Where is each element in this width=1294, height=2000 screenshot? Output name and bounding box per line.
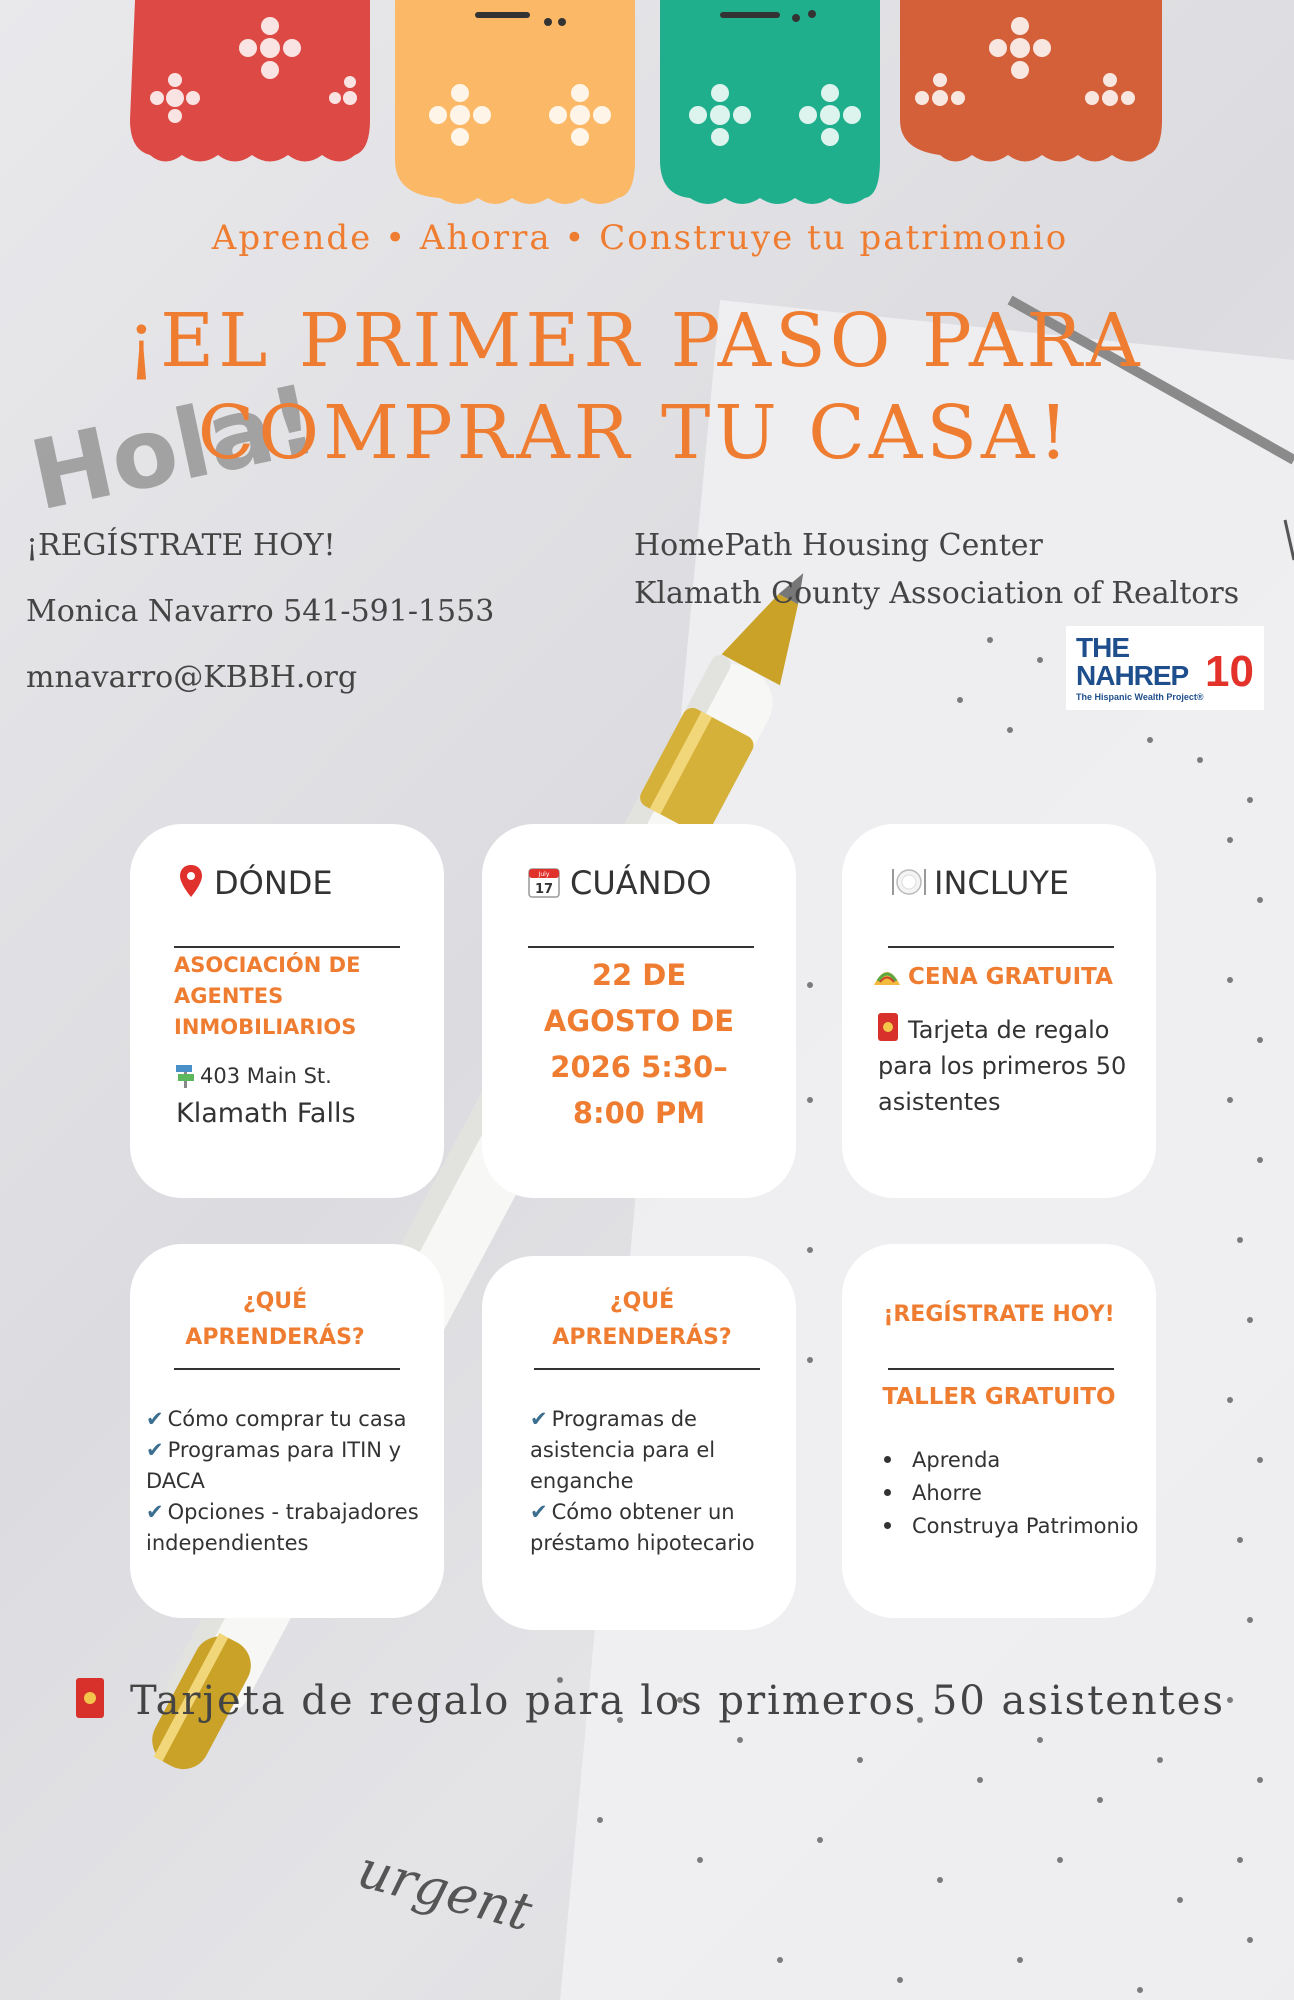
hola-decor-text: Hola! <box>21 363 327 533</box>
card-learn-2-title-line2: APRENDERÁS? <box>552 1325 732 1350</box>
card-register-subtitle: TALLER GRATUITO <box>882 1384 1116 1410</box>
check-icon: ✔ <box>530 1407 548 1431</box>
card-when-line1: 22 DE <box>591 958 687 992</box>
card-learn-1-list <box>146 1404 419 1559</box>
nahrep-logo-text: THE NAHREP <box>1076 632 1189 691</box>
list-item-continuation: DACA <box>146 1469 205 1493</box>
card-learn-1 <box>130 1244 444 1618</box>
card-includes-gift <box>878 1012 1126 1120</box>
card-where <box>130 824 444 1198</box>
card-learn-1-title-line2: APRENDERÁS? <box>185 1325 365 1350</box>
card-learn-1-title-line1: ¿QUÉ <box>242 1289 308 1314</box>
nahrep-logo-subtitle: The Hispanic Wealth Project® <box>1076 692 1204 702</box>
card-where-venue-line2: AGENTES <box>174 984 284 1008</box>
tagline: Aprende • Ahorra • Construye tu patrimonio <box>211 218 1069 258</box>
card-where-street <box>174 1062 332 1088</box>
card-includes-gift-line2: para los primeros 50 <box>878 1052 1127 1080</box>
calendar-icon <box>528 866 560 898</box>
card-register-title[interactable]: ¡REGÍSTRATE HOY! <box>883 1302 1115 1327</box>
card-where-city: Klamath Falls <box>176 1098 356 1129</box>
headline-line2: COMPRAR TU CASA! <box>197 390 1073 476</box>
list-item-continuation: asistencia para el <box>530 1438 716 1462</box>
card-learn-2-list <box>530 1404 755 1559</box>
card-when-line4: 8:00 PM <box>572 1096 706 1130</box>
list-item: ✔ Cómo comprar tu casa <box>146 1407 407 1431</box>
check-icon: ✔ <box>146 1407 164 1431</box>
headline-line1: ¡EL PRIMER PASO PARA <box>126 298 1144 384</box>
red-envelope-icon <box>76 1678 104 1718</box>
plate-icon <box>890 867 928 897</box>
card-register-divider <box>888 1368 1114 1370</box>
list-item: ✔ Programas de <box>530 1407 697 1431</box>
taco-icon <box>872 965 902 987</box>
list-item-continuation: préstamo hipotecario <box>530 1531 755 1555</box>
card-includes-divider <box>888 946 1114 948</box>
card-learn-2-divider <box>534 1368 760 1370</box>
card-learn-1-divider <box>174 1368 400 1370</box>
card-where-venue-line1: ASOCIACIÓN DE <box>174 953 361 977</box>
check-icon: ✔ <box>146 1500 164 1524</box>
card-when-line3: 2026 5:30– <box>550 1050 728 1084</box>
card-learn-1-title <box>130 1284 420 1356</box>
calendar-icon-day: 17 <box>534 882 554 897</box>
card-includes-title <box>890 864 1069 902</box>
card-where-title <box>178 864 333 902</box>
card-where-street-text: 403 Main St. <box>200 1064 332 1088</box>
card-register <box>842 1244 1156 1618</box>
card-where-venue <box>174 950 360 1043</box>
card-includes-gift-line1: Tarjeta de regalo <box>908 1016 1110 1044</box>
card-where-title-text: DÓNDE <box>214 864 333 902</box>
nahrep-logo <box>1066 626 1264 710</box>
org-homepath: HomePath Housing Center <box>634 528 1043 563</box>
contact-name-phone[interactable]: Monica Navarro 541-591-1553 <box>26 594 495 629</box>
card-when-title-text: CUÁNDO <box>570 864 712 902</box>
card-when-datetime <box>482 952 796 1136</box>
list-item: ✔ Opciones - trabajadores <box>146 1500 419 1524</box>
contact-email[interactable]: mnavarro@KBBH.org <box>26 660 358 695</box>
card-includes-dinner-text: CENA GRATUITA <box>908 964 1113 990</box>
card-when-title <box>528 864 711 902</box>
red-envelope-icon <box>878 1013 898 1041</box>
list-item-continuation: independientes <box>146 1531 309 1555</box>
register-now-label: ¡REGÍSTRATE HOY! <box>26 528 336 563</box>
calendar-icon-month: July <box>538 871 550 878</box>
card-includes-dinner <box>872 964 1113 990</box>
org-klamath-realtors: Klamath County Association of Realtors <box>634 576 1240 611</box>
card-where-venue-line3: INMOBILIARIOS <box>174 1015 357 1039</box>
card-includes <box>842 824 1156 1198</box>
headline <box>0 295 1270 479</box>
card-includes-title-text: INCLUYE <box>934 864 1070 902</box>
card-when-divider <box>528 946 754 948</box>
list-item: Aprenda <box>882 1444 1139 1477</box>
nahrep-logo-number: 10 <box>1205 646 1254 696</box>
check-icon: ✔ <box>146 1438 164 1462</box>
check-icon: ✔ <box>530 1500 548 1524</box>
card-includes-gift-line3: asistentes <box>878 1088 1001 1116</box>
footer-gift-note <box>76 1678 1225 1724</box>
card-learn-2-title-line1: ¿QUÉ <box>609 1289 675 1314</box>
card-when-line2: AGOSTO DE <box>543 1004 735 1038</box>
urgent-decor-text: urgent <box>351 1839 538 1944</box>
list-item: ✔ Cómo obtener un <box>530 1500 735 1524</box>
card-learn-2 <box>482 1256 796 1630</box>
card-where-divider <box>174 946 400 948</box>
card-when <box>482 824 796 1198</box>
signpost-icon <box>174 1062 196 1088</box>
card-learn-2-title <box>482 1284 802 1356</box>
list-item: Construya Patrimonio <box>882 1510 1139 1543</box>
footer-gift-note-text: Tarjeta de regalo para los primeros 50 asistentes <box>130 1678 1225 1724</box>
list-item: ✔ Programas para ITIN y <box>146 1438 402 1462</box>
list-item: Ahorre <box>882 1477 1139 1510</box>
card-register-bullets <box>882 1444 1139 1543</box>
list-item-continuation: enganche <box>530 1469 634 1493</box>
pin-icon <box>178 864 204 898</box>
